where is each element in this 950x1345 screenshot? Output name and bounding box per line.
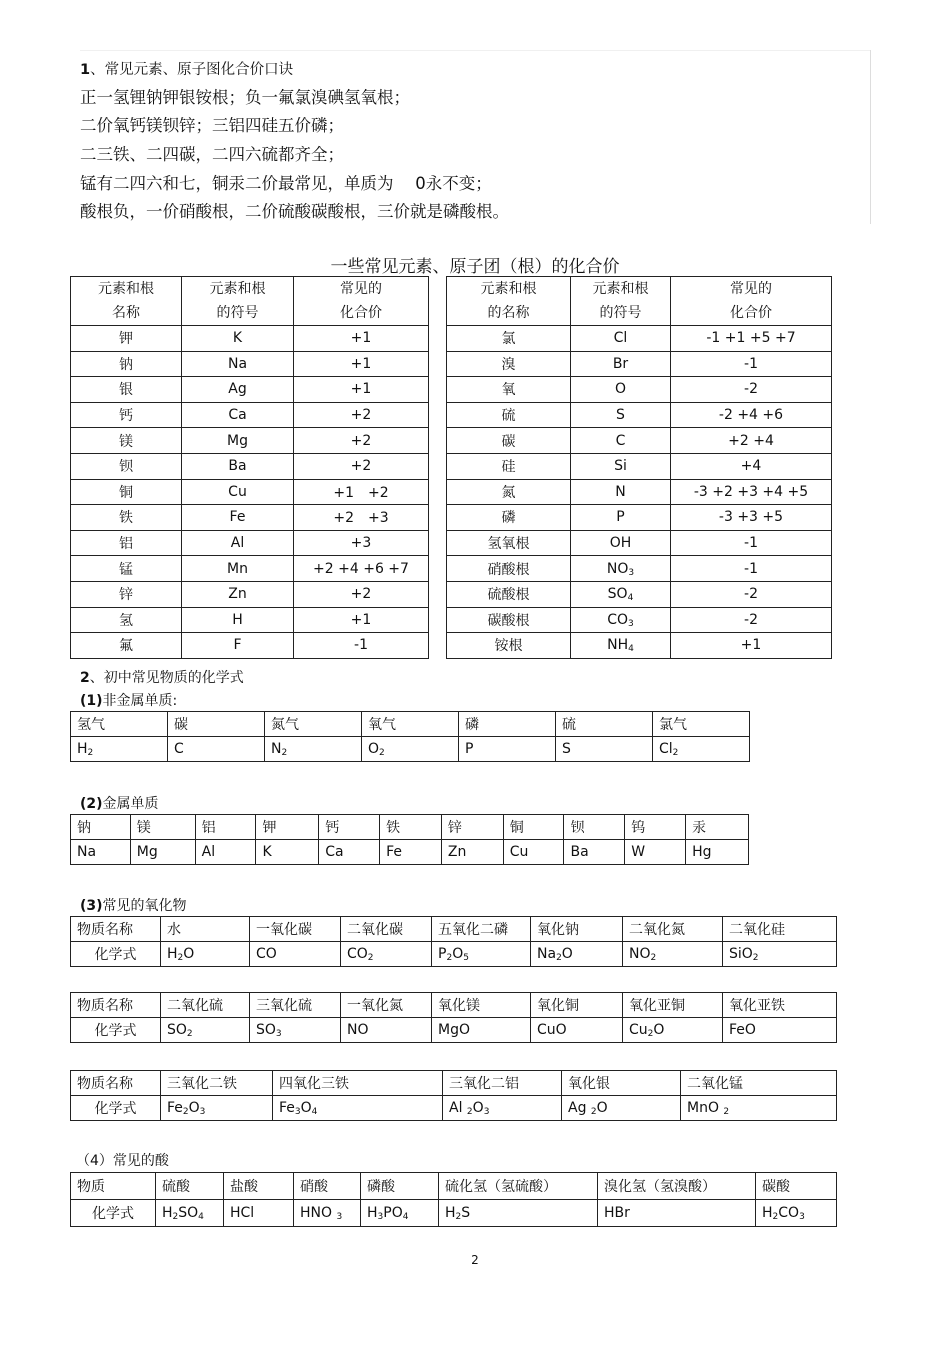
- chemical-formula: S: [556, 737, 653, 762]
- column-header: 元素和根 名称: [71, 277, 182, 326]
- substance-name: 氧化镁: [432, 993, 531, 1018]
- element-name: 硝酸根: [447, 556, 571, 582]
- substance-name: 氢气: [71, 712, 168, 737]
- table-row: [71, 351, 832, 377]
- row-label: 物质名称: [71, 917, 161, 942]
- element-valence: -2: [671, 607, 832, 633]
- element-symbol: Na: [182, 351, 294, 377]
- column-gap: [429, 402, 447, 428]
- column-gap: [429, 277, 447, 326]
- row-label: 物质名称: [71, 1071, 161, 1096]
- element-name: 氯: [447, 326, 571, 352]
- chemical-formula: K: [256, 840, 319, 865]
- element-name: 钡: [71, 453, 182, 479]
- chemical-formula: $N_2$: [265, 737, 362, 762]
- chemical-formula: $Na_2O$: [531, 942, 623, 967]
- chemical-formula: W: [625, 840, 686, 865]
- substance-name: 盐酸: [224, 1173, 294, 1200]
- substance-name: 五氧化二磷: [432, 917, 531, 942]
- element-name: 铝: [71, 530, 182, 556]
- substance-name: 硫酸: [156, 1173, 224, 1200]
- table-row: [71, 326, 832, 352]
- table-row: [71, 942, 837, 967]
- substance-name: 铜: [503, 815, 564, 840]
- substance-name: 碳酸: [756, 1173, 837, 1200]
- page-number: 2: [471, 1253, 479, 1267]
- chemical-formula: $Fe_2O_3$: [161, 1096, 273, 1121]
- valence-header-row: [71, 277, 832, 326]
- element-name: 硫酸根: [447, 581, 571, 607]
- element-name: 氢氧根: [447, 530, 571, 556]
- substance-name: 三氧化二铝: [443, 1071, 562, 1096]
- element-name: 锌: [71, 581, 182, 607]
- substance-name: 氧化亚铜: [623, 993, 723, 1018]
- element-valence: +2: [294, 581, 429, 607]
- element-symbol: Cu: [182, 479, 294, 505]
- chemical-formula: $Cu_2O$: [623, 1018, 723, 1043]
- table-row: [71, 556, 832, 582]
- rhyme-line-3: 二三铁、二四碳，二四六硫都齐全；: [80, 145, 344, 164]
- valence-table: [70, 276, 832, 659]
- rhyme-line-4: 锰有二四六和七，铜汞二价最常见，单质为 0永不变；: [80, 174, 492, 193]
- nonmetal-table: [70, 711, 750, 762]
- table-row: [71, 815, 749, 840]
- element-name: 氟: [71, 633, 182, 659]
- element-name: 铵根: [447, 633, 571, 659]
- element-valence: +2 +3: [294, 505, 429, 531]
- element-valence: -3 +3 +5: [671, 505, 832, 531]
- substance-name: 磷: [459, 712, 556, 737]
- chemical-formula: $Fe_3O_4$: [273, 1096, 443, 1121]
- chemical-formula: $H_3PO_4$: [361, 1200, 439, 1227]
- chemical-formula: Cu: [503, 840, 564, 865]
- element-name: 氢: [71, 607, 182, 633]
- substance-name: 三氧化二铁: [161, 1071, 273, 1096]
- element-valence: +1: [671, 633, 832, 659]
- substance-name: 氯气: [653, 712, 750, 737]
- column-gap: [429, 505, 447, 531]
- row-label: 化学式: [71, 1096, 161, 1121]
- element-symbol: Al: [182, 530, 294, 556]
- element-symbol: K: [182, 326, 294, 352]
- rhyme-line-2: 二价氧钙镁钡锌；三铝四硅五价磷；: [80, 116, 344, 135]
- table-row: [71, 712, 750, 737]
- table-row: [71, 402, 832, 428]
- element-name: 钠: [71, 351, 182, 377]
- substance-name: 钡: [564, 815, 625, 840]
- element-valence: +2: [294, 428, 429, 454]
- chemical-formula: HBr: [598, 1200, 756, 1227]
- chemical-formula: $H_2$: [71, 737, 168, 762]
- chemical-formula: HNO $_3$: [294, 1200, 361, 1227]
- substance-name: 氧化铜: [531, 993, 623, 1018]
- substance-name: 一氧化碳: [250, 917, 341, 942]
- chemical-formula: Na: [71, 840, 131, 865]
- row-label: 化学式: [71, 942, 161, 967]
- metal-label: (2)金属单质: [80, 796, 159, 812]
- chemical-formula: Mg: [130, 840, 195, 865]
- substance-name: 氮气: [265, 712, 362, 737]
- chemical-formula: Ca: [319, 840, 380, 865]
- element-symbol: Ba: [182, 453, 294, 479]
- element-name: 铜: [71, 479, 182, 505]
- substance-name: 钠: [71, 815, 131, 840]
- element-valence: -1: [671, 351, 832, 377]
- element-name: 氮: [447, 479, 571, 505]
- column-gap: [429, 479, 447, 505]
- chemical-formula: $H_2CO_3$: [756, 1200, 837, 1227]
- element-valence: -2: [671, 581, 832, 607]
- substance-name: 二氧化硫: [161, 993, 250, 1018]
- valence-table-title: 一些常见元素、原子团（根）的化合价: [330, 257, 620, 277]
- element-symbol: OH: [571, 530, 671, 556]
- element-valence: -3 +2 +3 +4 +5: [671, 479, 832, 505]
- element-symbol: O: [571, 377, 671, 403]
- element-valence: -2: [671, 377, 832, 403]
- chemical-formula: Fe: [380, 840, 442, 865]
- substance-name: 溴化氢（氢溴酸）: [598, 1173, 756, 1200]
- row-label: 物质: [71, 1173, 156, 1200]
- element-valence: -1 +1 +5 +7: [671, 326, 832, 352]
- element-symbol: $NO_3$: [571, 556, 671, 582]
- acids-label: （4）常见的酸: [76, 1153, 169, 1169]
- element-symbol: Mg: [182, 428, 294, 454]
- column-gap: [429, 453, 447, 479]
- element-symbol: Cl: [571, 326, 671, 352]
- column-header: 常见的 化合价: [671, 277, 832, 326]
- element-name: 锰: [71, 556, 182, 582]
- chemical-formula: $H_2S$: [439, 1200, 598, 1227]
- column-gap: [429, 428, 447, 454]
- table-row: [71, 428, 832, 454]
- element-valence: +1 +2: [294, 479, 429, 505]
- element-valence: +2: [294, 453, 429, 479]
- element-symbol: F: [182, 633, 294, 659]
- element-symbol: N: [571, 479, 671, 505]
- chemical-formula: $CO_2$: [341, 942, 432, 967]
- column-gap: [429, 607, 447, 633]
- element-valence: -1: [671, 530, 832, 556]
- substance-name: 铝: [195, 815, 256, 840]
- substance-name: 镁: [130, 815, 195, 840]
- section1-heading: 1、常见元素、原子图化合价口诀: [80, 62, 294, 78]
- substance-name: 水: [161, 917, 250, 942]
- substance-name: 四氧化三铁: [273, 1071, 443, 1096]
- column-gap: [429, 351, 447, 377]
- chemical-formula: $H_2SO_4$: [156, 1200, 224, 1227]
- table-row: [71, 737, 750, 762]
- element-valence: +3: [294, 530, 429, 556]
- table-row: [71, 840, 749, 865]
- table-row: [71, 377, 832, 403]
- chemical-formula: Zn: [441, 840, 503, 865]
- chemical-formula: $H_2O$: [161, 942, 250, 967]
- column-gap: [429, 377, 447, 403]
- column-gap: [429, 326, 447, 352]
- metal-table: [70, 814, 749, 865]
- element-name: 磷: [447, 505, 571, 531]
- element-name: 钙: [71, 402, 182, 428]
- element-name: 碳酸根: [447, 607, 571, 633]
- table-row: [71, 1200, 837, 1227]
- element-name: 钾: [71, 326, 182, 352]
- element-valence: +1: [294, 607, 429, 633]
- table-row: [71, 530, 832, 556]
- column-gap: [429, 581, 447, 607]
- chemical-formula: CuO: [531, 1018, 623, 1043]
- table-row: [71, 453, 832, 479]
- element-name: 银: [71, 377, 182, 403]
- element-symbol: Si: [571, 453, 671, 479]
- section2-heading: 2、初中常见物质的化学式: [80, 670, 244, 686]
- element-symbol: S: [571, 402, 671, 428]
- element-valence: +4: [671, 453, 832, 479]
- chemical-formula: Al $_2O_3$: [443, 1096, 562, 1121]
- element-symbol: C: [571, 428, 671, 454]
- element-name: 硅: [447, 453, 571, 479]
- rhyme-line-1: 正一氢锂钠钾银铵根；负一氟氯溴碘氢氧根；: [80, 88, 410, 107]
- substance-name: 硫化氢（氢硫酸）: [439, 1173, 598, 1200]
- element-valence: +2 +4 +6 +7: [294, 556, 429, 582]
- element-symbol: Ca: [182, 402, 294, 428]
- chemical-formula: MnO $_2$: [681, 1096, 837, 1121]
- chemical-formula: SiO$_2$: [723, 942, 837, 967]
- element-name: 铁: [71, 505, 182, 531]
- chemical-formula: P: [459, 737, 556, 762]
- rhyme-line-5: 酸根负，一价硝酸根，二价硫酸碳酸根，三价就是磷酸根。: [80, 202, 509, 221]
- chemical-formula: $SO_3$: [250, 1018, 341, 1043]
- row-label: 物质名称: [71, 993, 161, 1018]
- column-gap: [429, 556, 447, 582]
- column-header: 常见的 化合价: [294, 277, 429, 326]
- oxides-table-1: [70, 916, 837, 967]
- substance-name: 氧气: [362, 712, 459, 737]
- oxides-table-2: [70, 992, 837, 1043]
- nonmetal-label: (1)非金属单质:: [80, 693, 178, 709]
- element-symbol: $NH_4$: [571, 633, 671, 659]
- chemical-formula: Ba: [564, 840, 625, 865]
- element-symbol: Fe: [182, 505, 294, 531]
- row-label: 化学式: [71, 1018, 161, 1043]
- element-valence: -1: [294, 633, 429, 659]
- element-name: 氧: [447, 377, 571, 403]
- substance-name: 二氧化锰: [681, 1071, 837, 1096]
- substance-name: 一氧化氮: [341, 993, 432, 1018]
- table-row: [71, 581, 832, 607]
- table-row: [71, 1173, 837, 1200]
- chemical-formula: $SO_2$: [161, 1018, 250, 1043]
- substance-name: 氧化亚铁: [723, 993, 837, 1018]
- substance-name: 锌: [441, 815, 503, 840]
- table-row: [71, 917, 837, 942]
- row-label: 化学式: [71, 1200, 156, 1227]
- element-symbol: H: [182, 607, 294, 633]
- element-symbol: Mn: [182, 556, 294, 582]
- substance-name: 硫: [556, 712, 653, 737]
- substance-name: 二氧化氮: [623, 917, 723, 942]
- chemical-formula: $P_2O_5$: [432, 942, 531, 967]
- chemical-formula: Al: [195, 840, 256, 865]
- chemical-formula: NO: [341, 1018, 432, 1043]
- table-row: [71, 993, 837, 1018]
- table-row: [71, 1071, 837, 1096]
- table-row: [71, 479, 832, 505]
- element-symbol: Zn: [182, 581, 294, 607]
- chemical-formula: FeO: [723, 1018, 837, 1043]
- substance-name: 三氧化硫: [250, 993, 341, 1018]
- table-row: [71, 1018, 837, 1043]
- chemical-formula: $NO_2$: [623, 942, 723, 967]
- column-gap: [429, 530, 447, 556]
- substance-name: 铁: [380, 815, 442, 840]
- substance-name: 钾: [256, 815, 319, 840]
- table-row: [71, 505, 832, 531]
- substance-name: 氧化银: [562, 1071, 681, 1096]
- substance-name: 硝酸: [294, 1173, 361, 1200]
- oxides-label: (3)常见的氧化物: [80, 898, 187, 914]
- chemical-formula: $O_2$: [362, 737, 459, 762]
- element-valence: +2 +4: [671, 428, 832, 454]
- chemical-formula: C: [168, 737, 265, 762]
- substance-name: 汞: [686, 815, 749, 840]
- chemical-formula: Hg: [686, 840, 749, 865]
- chemical-formula: HCl: [224, 1200, 294, 1227]
- table-row: [71, 1096, 837, 1121]
- substance-name: 钨: [625, 815, 686, 840]
- element-name: 碳: [447, 428, 571, 454]
- element-valence: +1: [294, 326, 429, 352]
- chemical-formula: CO: [250, 942, 341, 967]
- element-symbol: Ag: [182, 377, 294, 403]
- column-gap: [429, 633, 447, 659]
- element-name: 硫: [447, 402, 571, 428]
- chemical-formula: MgO: [432, 1018, 531, 1043]
- right-rule: [870, 50, 871, 224]
- element-valence: +1: [294, 377, 429, 403]
- element-valence: +1: [294, 351, 429, 377]
- element-symbol: Br: [571, 351, 671, 377]
- substance-name: 二氧化碳: [341, 917, 432, 942]
- column-header: 元素和根 的符号: [182, 277, 294, 326]
- element-valence: -2 +4 +6: [671, 402, 832, 428]
- element-name: 镁: [71, 428, 182, 454]
- column-header: 元素和根 的符号: [571, 277, 671, 326]
- chemical-formula: Ag $_2$O: [562, 1096, 681, 1121]
- chemical-formula: $Cl_2$: [653, 737, 750, 762]
- substance-name: 磷酸: [361, 1173, 439, 1200]
- oxides-table-3: [70, 1070, 837, 1121]
- element-symbol: P: [571, 505, 671, 531]
- element-name: 溴: [447, 351, 571, 377]
- column-header: 元素和根 的名称: [447, 277, 571, 326]
- top-rule: [80, 50, 870, 51]
- element-valence: +2: [294, 402, 429, 428]
- substance-name: 二氧化硅: [723, 917, 837, 942]
- table-row: [71, 607, 832, 633]
- element-symbol: $CO_3$: [571, 607, 671, 633]
- acids-table: [70, 1172, 837, 1227]
- substance-name: 钙: [319, 815, 380, 840]
- substance-name: 氧化钠: [531, 917, 623, 942]
- element-symbol: $SO_4$: [571, 581, 671, 607]
- substance-name: 碳: [168, 712, 265, 737]
- table-row: [71, 633, 832, 659]
- element-valence: -1: [671, 556, 832, 582]
